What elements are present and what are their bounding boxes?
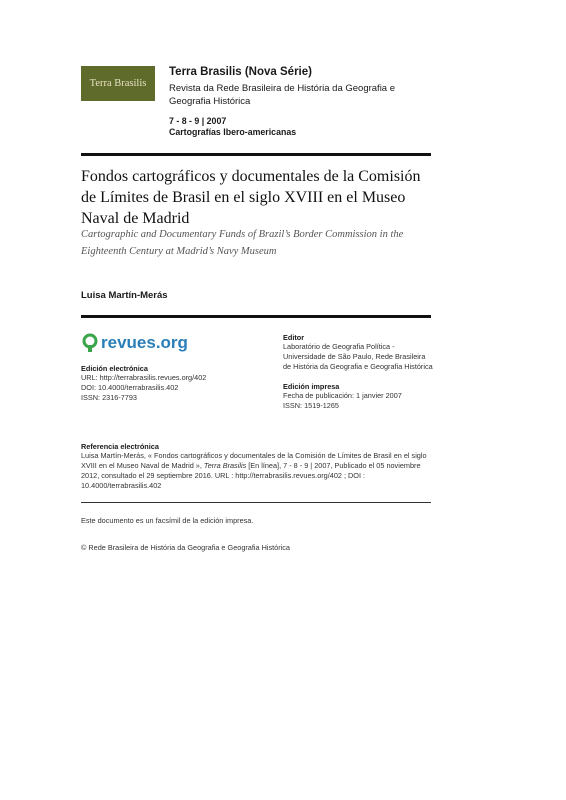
editor-label: Editor [283, 333, 305, 342]
revues-logo [81, 333, 188, 353]
electronic-doi[interactable]: DOI: 10.4000/terrabrasilis.402 [81, 383, 179, 392]
author-divider [81, 315, 431, 318]
issue-info [169, 116, 296, 138]
electronic-edition-block [81, 364, 271, 403]
issue-theme: Cartografías Ibero-americanas [169, 127, 297, 137]
print-date: Fecha de publicación: 1 janvier 2007 [283, 391, 402, 400]
journal-logo [81, 66, 155, 101]
journal-logo-text: Terra Brasilis [89, 78, 147, 89]
copyright-notice: © Rede Brasileira de História da Geografia e Geografia Histórica [81, 543, 290, 552]
footer-divider [81, 502, 431, 503]
title-divider-top [81, 153, 431, 156]
print-edition-label: Edición impresa [283, 382, 340, 391]
facsimile-note: Este documento es un facsímil de la edición impresa. [81, 516, 254, 525]
reference-text-after: [En línea], 7 - 8 - 9 | 2007, Publicado el 05 noviembre 2012, consultado el 29 septiembre 2016. URL : http://terrabrasilis.revues.org/402 ; DOI : 10.4000/terrabrasilis.402 [81, 461, 421, 490]
article-title: Fondos cartográficos y documentales de la Comisión de Límites de Brasil en el siglo XVIII en el Museo Naval de Madrid [81, 168, 421, 227]
reference-text [81, 451, 431, 491]
electronic-edition-label: Edición electrónica [81, 364, 148, 373]
print-issn: ISSN: 1519-1265 [283, 401, 339, 410]
editor-block [283, 333, 433, 411]
reference-label: Referencia electrónica [81, 442, 159, 451]
electronic-reference-block [81, 442, 431, 491]
revues-logo-text: revues.org [101, 333, 188, 352]
journal-title: Terra Brasilis (Nova Série) [169, 66, 312, 78]
electronic-url[interactable]: URL: http://terrabrasilis.revues.org/402 [81, 373, 207, 382]
author-name: Luisa Martín-Merás [81, 290, 168, 301]
article-subtitle: Cartographic and Documentary Funds of Brazil’s Border Commission in the Eighteenth Century at Madrid’s Navy Museum [81, 229, 404, 257]
issue-number: 7 - 8 - 9 | 2007 [169, 116, 227, 126]
revues-icon [81, 333, 99, 353]
journal-subtitle: Revista da Rede Brasileira de História da Geografia e Geografia Histórica [169, 83, 396, 107]
editor-text: Laboratório de Geografia Política - Universidade de São Paulo, Rede Brasileira de História da Geografia e Geografia Histórica [283, 342, 433, 371]
reference-text-before: Luisa Martín-Merás, « Fondos cartográficos y documentales de la Comisión de Límites de Brasil en el siglo XVIII en el Museo Naval de Madrid », [81, 451, 427, 470]
electronic-issn: ISSN: 2316-7793 [81, 393, 137, 402]
reference-journal: Terra Brasilis [203, 461, 247, 470]
